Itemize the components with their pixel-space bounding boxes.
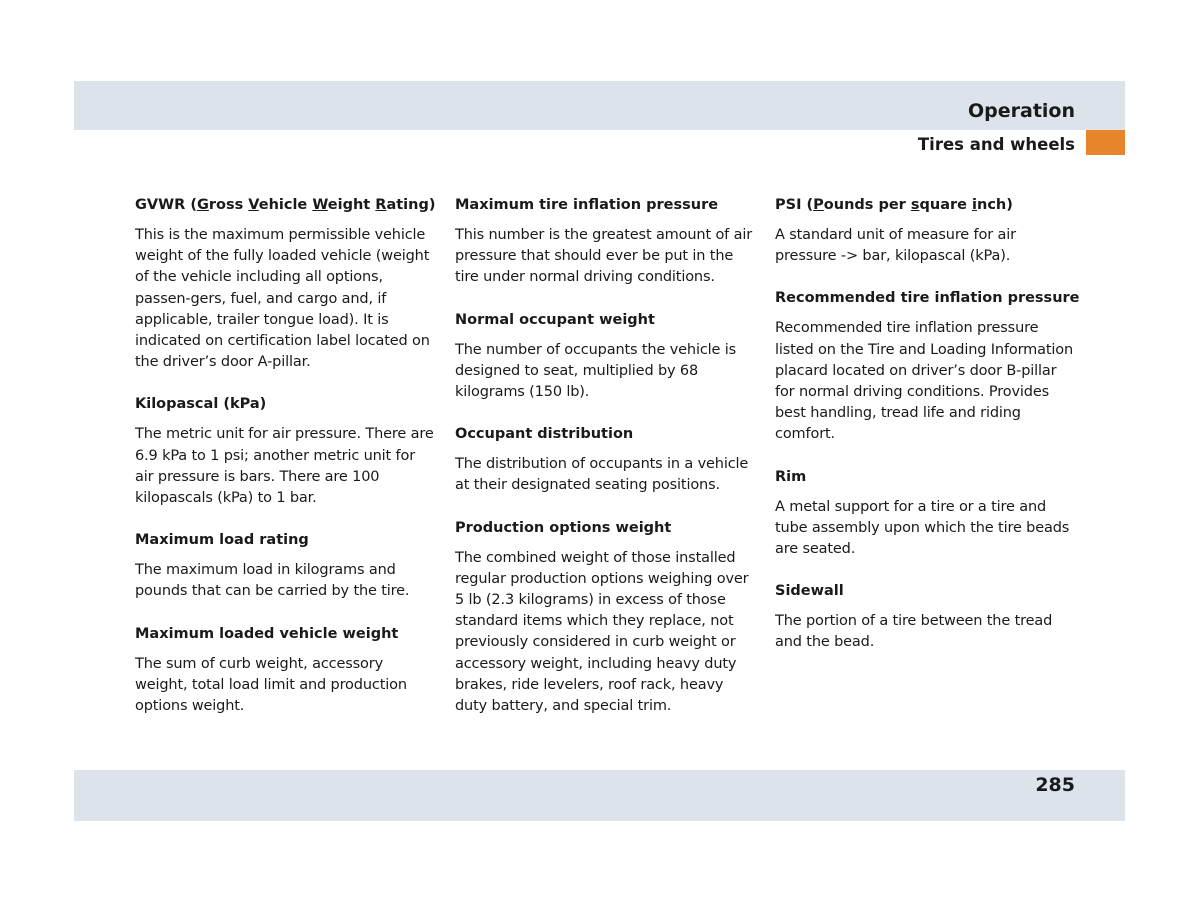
section-title: Operation bbox=[967, 100, 1075, 122]
glossary-entry-recommended-tire-inflation-pressure bbox=[775, 288, 1080, 445]
glossary-entry-kilopascal bbox=[135, 394, 435, 509]
glossary-column-1 bbox=[135, 195, 435, 738]
glossary-column-3 bbox=[775, 195, 1080, 675]
glossary-entry-occupant-distribution bbox=[455, 424, 755, 496]
glossary-entry-maximum-load-rating bbox=[135, 530, 435, 602]
glossary-definition: A standard unit of measure for air pressure -> bar, kilopascal (kPa). bbox=[775, 227, 1016, 265]
glossary-definition: The distribution of occupants in a vehicle at their designated seating positions. bbox=[455, 456, 749, 494]
glossary-definition: This number is the greatest amount of air pressure that should ever be put in the tire under normal driving conditions. bbox=[455, 227, 753, 286]
glossary-term: Production options weight bbox=[455, 519, 672, 536]
glossary-term: Maximum loaded vehicle weight bbox=[135, 625, 399, 642]
acronym-letter: W bbox=[312, 197, 328, 213]
glossary-term: Recommended tire inflation pressure bbox=[775, 290, 1080, 307]
term-text: eight bbox=[327, 197, 376, 213]
glossary-definition: The metric unit for air pressure. There are 6.9 kPa to 1 psi; another metric unit for air pressure is bars. There are 100 kilopascals (kPa) to 1 bar. bbox=[135, 426, 434, 507]
acronym-letter: i bbox=[972, 197, 978, 213]
glossary-entry-production-options-weight bbox=[455, 518, 755, 718]
section-tab-marker bbox=[1086, 130, 1125, 155]
acronym-letter: P bbox=[813, 197, 824, 213]
glossary-term: Maximum tire inflation pressure bbox=[455, 197, 719, 213]
term-text: GVWR ( bbox=[135, 197, 197, 213]
acronym-letter: G bbox=[196, 197, 209, 213]
glossary-term: Rim bbox=[775, 468, 807, 485]
glossary-entry-normal-occupant-weight bbox=[455, 310, 755, 404]
glossary-term bbox=[775, 195, 1075, 216]
acronym-letter: s bbox=[910, 197, 920, 213]
glossary-term: Sidewall bbox=[775, 583, 844, 600]
glossary-definition: This is the maximum permissible vehicle weight of the fully loaded vehicle (weight of the vehicle including all options, passen-gers, fuel, and cargo and, if applicable, trailer tongue load). It is indicated on certification label located on the driver’s door A-pillar. bbox=[135, 227, 430, 371]
glossary-definition: Recommended tire inflation pressure listed on the Tire and Loading Information placard located on driver’s door B-pillar for normal driving conditions. Provides best handling, tread life and riding comfort. bbox=[775, 320, 1074, 443]
glossary-entry-rim bbox=[775, 467, 1075, 561]
glossary-term: Occupant distribution bbox=[455, 426, 634, 443]
footer-band bbox=[74, 770, 1125, 821]
term-text: nch) bbox=[977, 197, 1013, 213]
glossary-definition: A metal support for a tire or a tire and tube assembly upon which the tire beads are seated. bbox=[775, 498, 1070, 558]
glossary-entry-psi bbox=[775, 195, 1075, 267]
acronym-letter: R bbox=[375, 197, 387, 213]
glossary-definition: The maximum load in kilograms and pounds that can be carried by the tire. bbox=[135, 562, 410, 600]
term-text: ounds per bbox=[823, 197, 911, 213]
term-text: ross bbox=[208, 197, 249, 213]
glossary-definition: The number of occupants the vehicle is designed to seat, multiplied by 68 kilograms (150 lb). bbox=[455, 341, 737, 401]
glossary-term: Normal occupant weight bbox=[455, 311, 655, 328]
acronym-letter: V bbox=[248, 197, 259, 213]
glossary-entry-sidewall bbox=[775, 581, 1075, 653]
glossary-term bbox=[135, 195, 435, 216]
glossary-definition: The combined weight of those installed regular production options weighing over 5 lb (2.3 kilograms) in excess of those standard items which they replace, not previously considered in curb weight or accessory weight, including heavy duty brakes, ride levelers, roof rack, heavy duty battery, and special trim. bbox=[455, 549, 749, 715]
glossary-entry-maximum-loaded-vehicle-weight bbox=[135, 624, 435, 718]
glossary-definition: The sum of curb weight, accessory weight, total load limit and production options weight. bbox=[135, 655, 407, 715]
page-number: 285 bbox=[1035, 774, 1075, 796]
term-text: ating) bbox=[386, 197, 436, 213]
subsection-title: Tires and wheels bbox=[917, 135, 1075, 154]
term-text: quare bbox=[919, 197, 973, 213]
glossary-column-2 bbox=[455, 195, 755, 738]
term-text: PSI ( bbox=[775, 197, 814, 213]
glossary-entry-gvwr bbox=[135, 195, 435, 373]
glossary-entry-maximum-tire-inflation-pressure bbox=[455, 195, 755, 289]
term-text: ehicle bbox=[258, 197, 313, 213]
glossary-term: Kilopascal (kPa) bbox=[135, 396, 267, 413]
glossary-definition: The portion of a tire between the tread and the bead. bbox=[775, 613, 1053, 651]
glossary-term: Maximum load rating bbox=[135, 532, 309, 549]
